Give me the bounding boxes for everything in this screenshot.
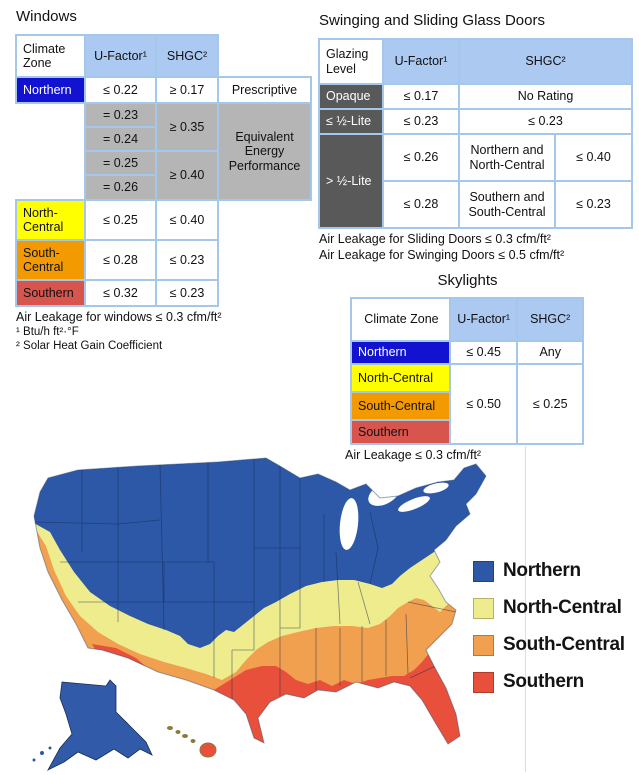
- hawaii: [167, 726, 216, 757]
- legend-label-northern: Northern: [503, 560, 581, 581]
- doors-gt-half-lite-shgc2-cell: ≤ 0.23: [555, 181, 632, 228]
- doors-air-leakage-sliding-note: Air Leakage for Sliding Doors ≤ 0.3 cfm/ft²: [319, 232, 551, 246]
- windows-header-shgc: SHGC²: [156, 35, 218, 77]
- windows-north-central-shgc-cell: ≤ 0.40: [156, 200, 218, 240]
- windows-south-central-zone-cell: South-Central: [16, 240, 85, 280]
- skylights-row-northern: [351, 341, 583, 364]
- legend-swatch-north-central: [473, 598, 494, 619]
- windows-eq-u2-cell: = 0.24: [85, 127, 156, 151]
- windows-header-spacer: [218, 35, 311, 77]
- legend-label-south-central: South-Central: [503, 634, 625, 655]
- windows-south-central-shgc-cell: ≤ 0.23: [156, 240, 218, 280]
- skylights-north-central-zone-cell: North-Central: [351, 364, 450, 392]
- hawaii-island-4: [191, 739, 196, 743]
- doors-row-half-lite: [319, 109, 632, 134]
- skylights-header-row: [351, 298, 583, 341]
- windows-row-southern: [16, 280, 311, 306]
- windows-row-south-central: [16, 240, 311, 280]
- legend-swatch-southern: [473, 672, 494, 693]
- windows-eq3-spacer: [16, 151, 85, 175]
- skylights-northern-u-cell: ≤ 0.45: [450, 341, 517, 364]
- doors-half-lite-shgc-cell: ≤ 0.23: [459, 109, 632, 134]
- windows-footnote-2: ² Solar Heat Gain Coefficient: [16, 340, 163, 352]
- skylights-section: [345, 272, 584, 462]
- hawaii-big-island: [200, 743, 216, 757]
- windows-title: Windows: [16, 8, 77, 25]
- doors-opaque-level-cell: Opaque: [319, 84, 383, 109]
- skylights-merged-shgc-cell: ≤ 0.25: [517, 364, 583, 444]
- hawaii-island-3: [182, 734, 188, 738]
- aleutian-island-3: [49, 747, 52, 750]
- doors-gt-half-lite-zones1-cell: Northern and North-Central: [459, 134, 555, 181]
- doors-gt-half-lite-level-cell: > ½-Lite: [319, 134, 383, 228]
- windows-southern-zone-cell: Southern: [16, 280, 85, 306]
- skylights-northern-shgc-cell: Any: [517, 341, 583, 364]
- skylights-table: [350, 297, 584, 445]
- windows-row-eq1: [16, 103, 311, 127]
- alaska: [48, 680, 152, 770]
- legend-label-north-central: North-Central: [503, 597, 622, 618]
- legend-swatch-south-central: [473, 635, 494, 656]
- doors-opaque-u-cell: ≤ 0.17: [383, 84, 459, 109]
- windows-table: [15, 34, 312, 307]
- windows-header-climate-zone: Climate Zone: [16, 35, 85, 77]
- doors-air-leakage-swinging-note: Air Leakage for Swinging Doors ≤ 0.5 cfm/ft²: [319, 248, 565, 262]
- legend-row-southern: [473, 671, 625, 693]
- doors-gt-half-lite-zones2-cell: Southern and South-Central: [459, 181, 555, 228]
- windows-northern-note-cell: Prescriptive: [218, 77, 311, 103]
- doors-row-opaque: [319, 84, 632, 109]
- doors-header-glazing-level: Glazing Level: [319, 39, 383, 84]
- legend-label-southern: Southern: [503, 671, 584, 692]
- skylights-title: Skylights: [437, 272, 498, 289]
- doors-half-lite-level-cell: ≤ ½-Lite: [319, 109, 383, 134]
- hawaii-island-2: [176, 730, 181, 734]
- climate-zone-map-section: [18, 452, 638, 774]
- windows-row-northern: [16, 77, 311, 103]
- windows-north-central-u-cell: ≤ 0.25: [85, 200, 156, 240]
- doors-opaque-shgc-cell: No Rating: [459, 84, 632, 109]
- windows-nc-spacer: [218, 200, 311, 240]
- legend-row-south-central: [473, 634, 625, 656]
- skylights-southern-zone-cell: Southern: [351, 420, 450, 444]
- windows-header-u-factor: U-Factor¹: [85, 35, 156, 77]
- windows-southern-shgc-cell: ≤ 0.23: [156, 280, 218, 306]
- skylights-south-central-zone-cell: South-Central: [351, 392, 450, 420]
- skylights-merged-u-cell: ≤ 0.50: [450, 364, 517, 444]
- windows-eq4-spacer: [16, 175, 85, 200]
- aleutian-island-1: [40, 751, 44, 755]
- doors-row-gt-half-lite-1: [319, 134, 632, 181]
- windows-s-spacer: [218, 280, 311, 306]
- doors-header-row: [319, 39, 632, 84]
- windows-south-central-u-cell: ≤ 0.28: [85, 240, 156, 280]
- windows-southern-u-cell: ≤ 0.32: [85, 280, 156, 306]
- windows-eq1-spacer: [16, 103, 85, 127]
- windows-sc-spacer: [218, 240, 311, 280]
- windows-northern-shgc-cell: ≥ 0.17: [156, 77, 218, 103]
- windows-eq-shgc1-cell: ≥ 0.35: [156, 103, 218, 151]
- skylights-header-shgc: SHGC²: [517, 298, 583, 341]
- skylights-air-leakage-note: Air Leakage ≤ 0.3 cfm/ft²: [345, 448, 482, 462]
- doors-table: [318, 38, 633, 229]
- windows-northern-u-cell: ≤ 0.22: [85, 77, 156, 103]
- skylights-northern-zone-cell: Northern: [351, 341, 450, 364]
- windows-north-central-zone-cell: North-Central: [16, 200, 85, 240]
- windows-eq-shgc2-cell: ≥ 0.40: [156, 151, 218, 200]
- windows-row-north-central: [16, 200, 311, 240]
- legend-row-northern: [473, 560, 625, 582]
- legend-row-north-central: [473, 597, 625, 619]
- windows-eq-note-cell: Equivalent Energy Performance: [218, 103, 311, 200]
- windows-eq-u4-cell: = 0.26: [85, 175, 156, 200]
- windows-header-row: [16, 35, 311, 77]
- skylights-header-climate-zone: Climate Zone: [351, 298, 450, 341]
- doors-title: Swinging and Sliding Glass Doors: [319, 12, 545, 29]
- doors-header-u-factor: U-Factor¹: [383, 39, 459, 84]
- doors-half-lite-u-cell: ≤ 0.23: [383, 109, 459, 134]
- windows-section: [15, 8, 315, 352]
- doors-gt-half-lite-shgc1-cell: ≤ 0.40: [555, 134, 632, 181]
- windows-air-leakage-note: Air Leakage for windows ≤ 0.3 cfm/ft²: [16, 310, 222, 324]
- windows-eq2-spacer: [16, 127, 85, 151]
- legend-swatch-northern: [473, 561, 494, 582]
- doors-header-shgc: SHGC²: [459, 39, 632, 84]
- windows-eq-u3-cell: = 0.25: [85, 151, 156, 175]
- windows-northern-zone-cell: Northern: [16, 77, 85, 103]
- windows-footnote-1: ¹ Btu/h ft²·°F: [16, 326, 79, 338]
- doors-section: [318, 12, 634, 262]
- skylights-row-north-central: [351, 364, 583, 392]
- doors-gt-half-lite-u2-cell: ≤ 0.28: [383, 181, 459, 228]
- skylights-header-u-factor: U-Factor¹: [450, 298, 517, 341]
- hawaii-island-1: [167, 726, 173, 730]
- aleutian-island-2: [33, 759, 36, 762]
- doors-gt-half-lite-u1-cell: ≤ 0.26: [383, 134, 459, 181]
- windows-eq-u1-cell: = 0.23: [85, 103, 156, 127]
- map-legend: [473, 560, 625, 708]
